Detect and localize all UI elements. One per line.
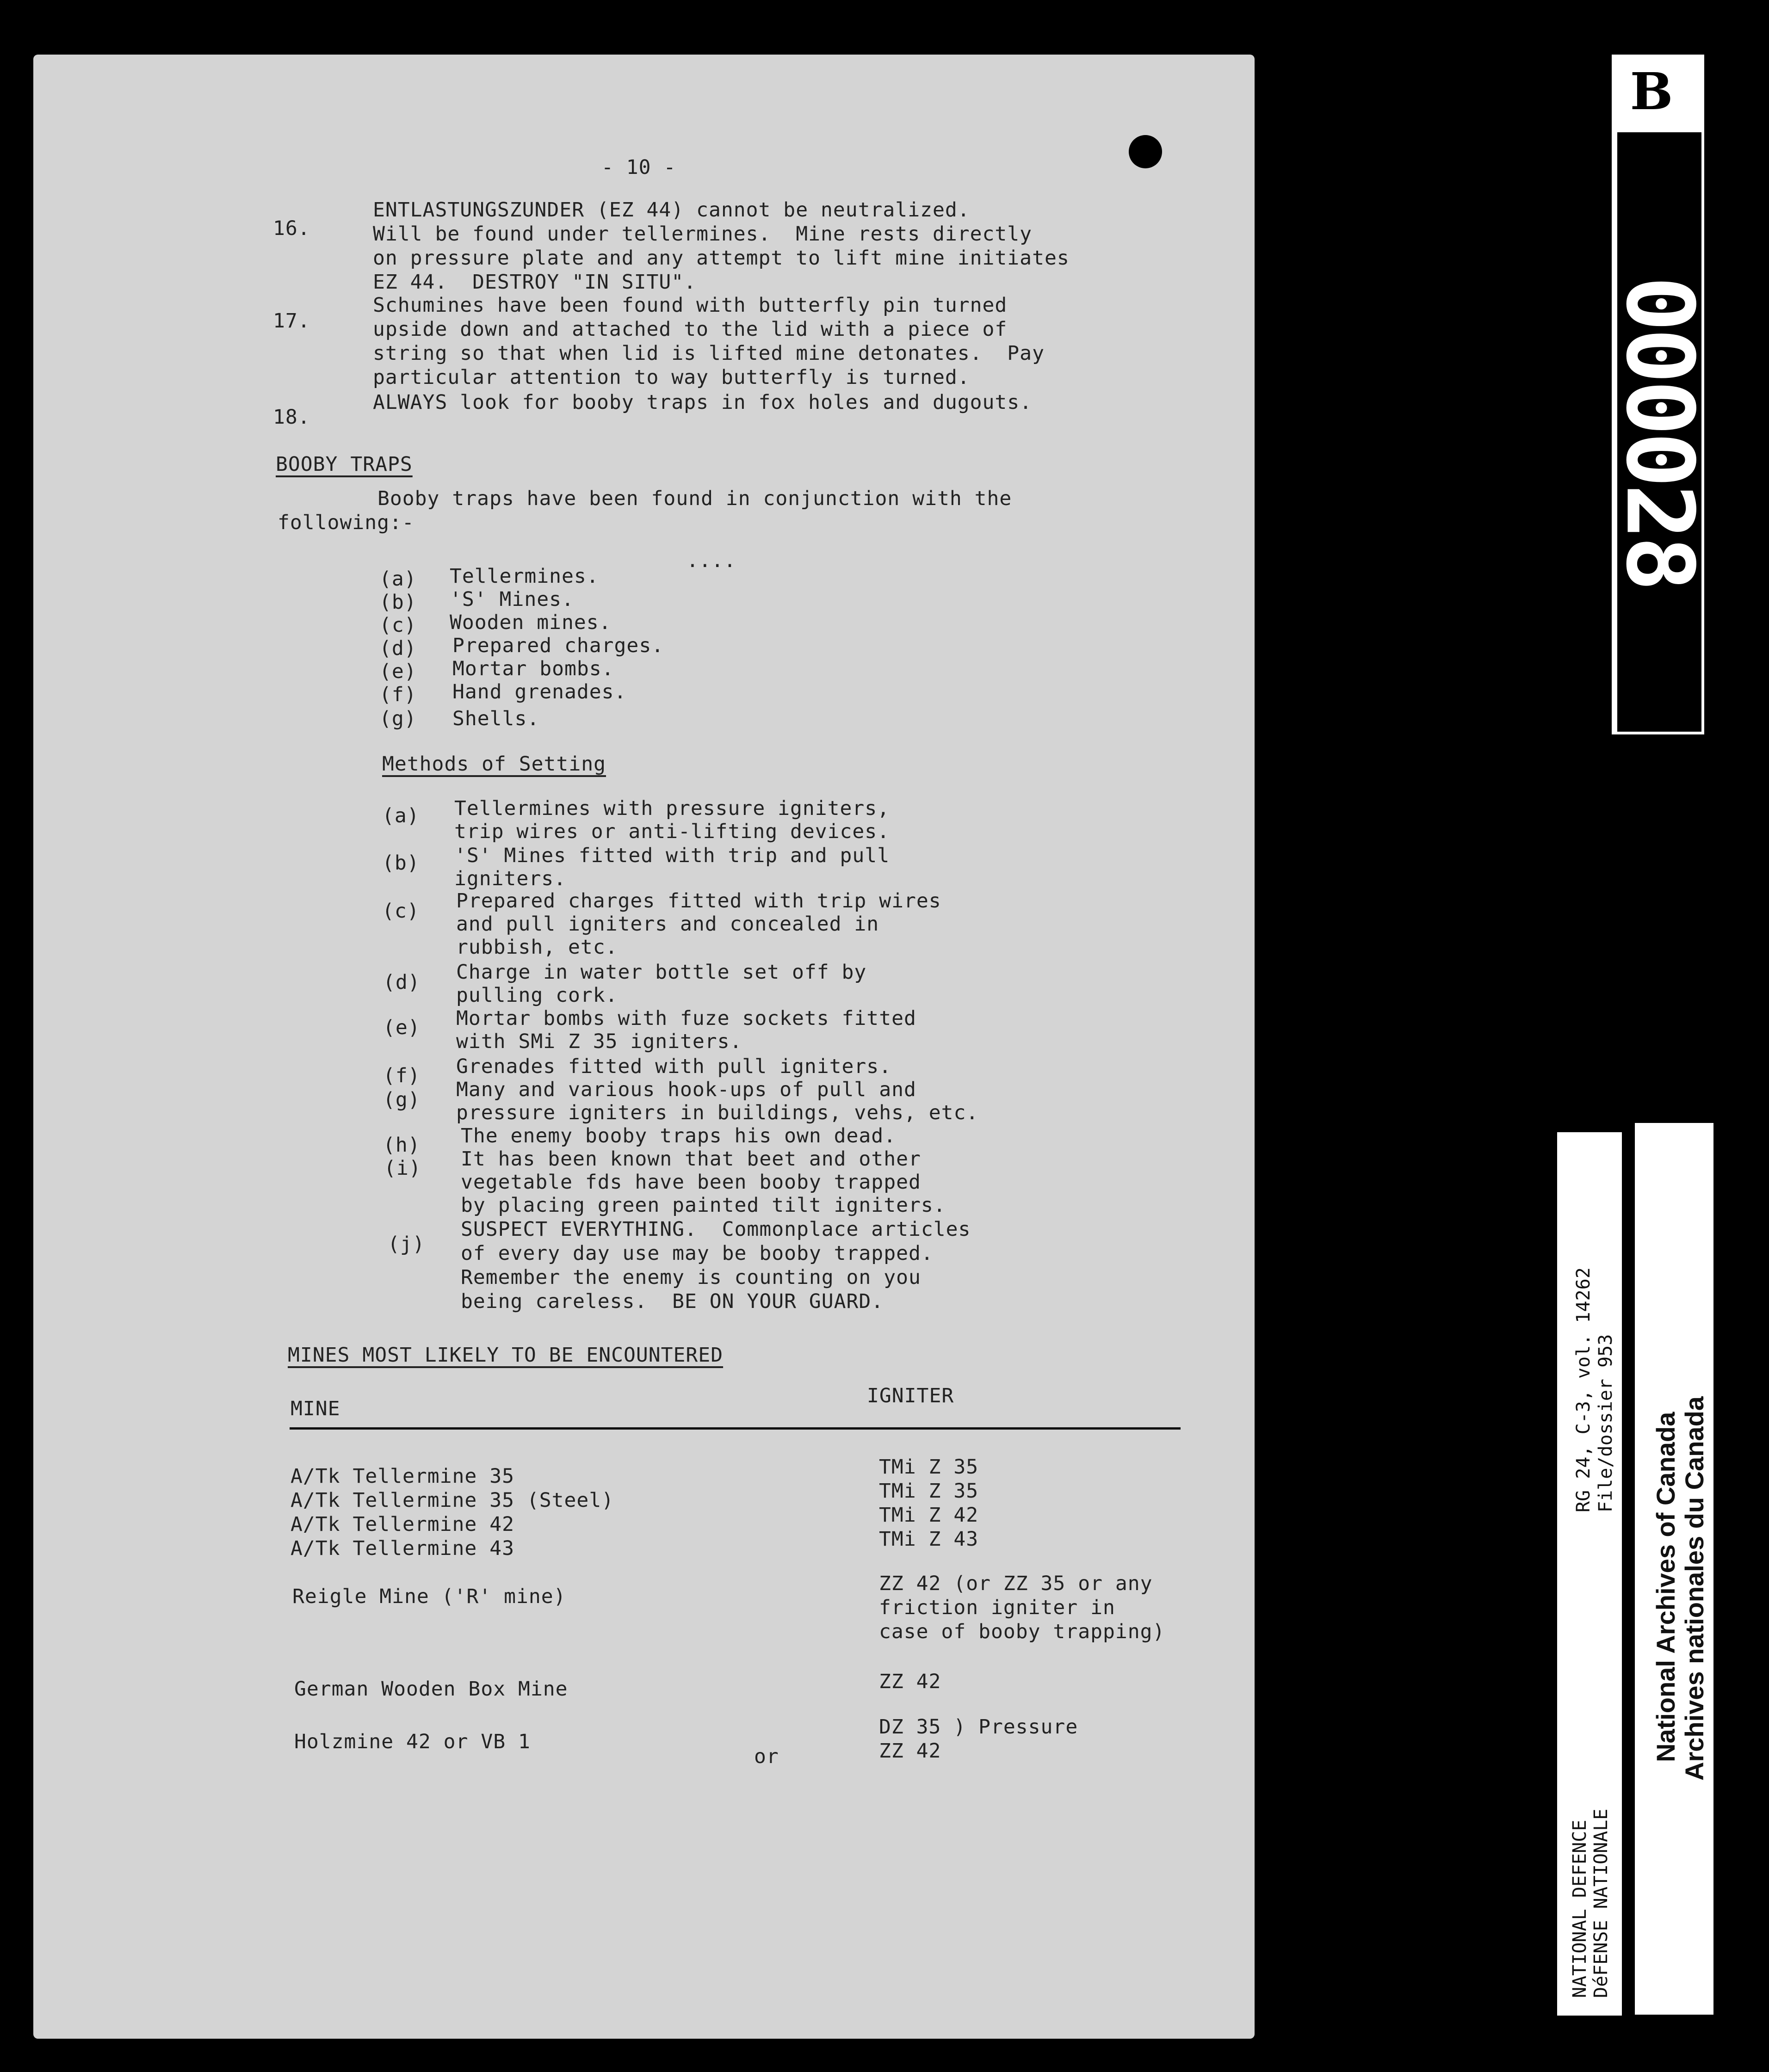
list-letter: (a) (379, 567, 417, 591)
methods-heading: Methods of Setting (382, 752, 606, 776)
punch-hole (1129, 135, 1162, 168)
method-line: SUSPECT EVERYTHING. Commonplace articles (461, 1218, 971, 1241)
method-line: rubbish, etc. (456, 936, 618, 959)
item-number: 16. (273, 217, 310, 240)
mines-heading: MINES MOST LIKELY TO BE ENCOUNTERED (288, 1344, 724, 1367)
page-number: - 10 - (601, 156, 676, 179)
igniter: TMi Z 35 (879, 1455, 979, 1479)
reference-line: RG 24, C-3, vol. 14262 (1573, 1267, 1594, 1512)
igniter-column-header: IGNITER (867, 1384, 954, 1407)
mine-column-header: MINE (291, 1397, 340, 1420)
item-line: particular attention to way butterfly is turned. (373, 366, 970, 389)
method-letter: (b) (382, 851, 420, 875)
list-letter: (f) (379, 683, 417, 706)
method-letter: (e) (383, 1016, 421, 1039)
item-line: EZ 44. DESTROY "IN SITU". (373, 271, 697, 294)
method-line: vegetable fds have been booby trapped (461, 1171, 921, 1194)
list-item: 'S' Mines. (450, 588, 574, 611)
igniter: TMi Z 43 (879, 1528, 979, 1551)
list-letter: (c) (379, 614, 417, 637)
mine-name: Reigle Mine ('R' mine) (292, 1585, 566, 1608)
method-line: Many and various hook-ups of pull and (456, 1078, 916, 1101)
department-line: NATIONAL DEFENCE (1569, 1819, 1590, 1998)
list-letter: (b) (379, 591, 417, 614)
booby-traps-heading: BOOBY TRAPS (276, 453, 413, 476)
archives-name: National Archives of Canada (1651, 1412, 1680, 1762)
item-line: on pressure plate and any attempt to lift mine initiates (373, 247, 1070, 270)
method-line: Remember the enemy is counting on you (461, 1266, 921, 1289)
department-line: DéFENSE NATIONALE (1590, 1808, 1612, 1998)
method-letter: (g) (383, 1088, 421, 1111)
igniter: DZ 35 ) Pressure (879, 1715, 1078, 1739)
mine-name: A/Tk Tellermine 42 (291, 1513, 514, 1536)
box-letter: B (1624, 56, 1679, 126)
list-item: Prepared charges. (452, 634, 664, 657)
igniter: ZZ 42 (879, 1739, 941, 1763)
method-line: Prepared charges fitted with trip wires (456, 889, 941, 913)
item-line: ENTLASTUNGSZUNDER (EZ 44) cannot be neutralized. (373, 198, 970, 222)
item-line: Schumines have been found with butterfly pin turned (373, 294, 1008, 317)
item-line: Will be found under tellermines. Mine rests directly (373, 222, 1033, 246)
igniter: TMi Z 42 (879, 1504, 979, 1527)
method-line: and pull igniters and concealed in (456, 913, 879, 936)
method-line: Tellermines with pressure igniters, (454, 797, 890, 820)
method-letter: (h) (383, 1134, 421, 1157)
dots: .... (687, 549, 736, 572)
mine-name: A/Tk Tellermine 35 (291, 1465, 514, 1488)
method-letter: (d) (383, 971, 421, 994)
item-line: upside down and attached to the lid with a piece of (373, 318, 1008, 341)
intro-line: following:- (278, 511, 414, 534)
method-line: igniters. (454, 867, 566, 890)
item-number: 18. (273, 406, 310, 429)
method-line: The enemy booby traps his own dead. (461, 1124, 897, 1147)
list-letter: (e) (379, 660, 417, 683)
list-letter: (g) (379, 707, 417, 730)
list-item: Wooden mines. (450, 611, 612, 634)
method-line: trip wires or anti-lifting devices. (454, 820, 890, 843)
mine-name: A/Tk Tellermine 43 (291, 1537, 514, 1560)
list-item: Mortar bombs. (452, 657, 614, 680)
archives-name: Archives nationales du Canada (1680, 1396, 1709, 1781)
method-line: of every day use may be booby trapped. (461, 1242, 934, 1265)
method-letter: (a) (382, 804, 420, 827)
table-rule (290, 1427, 1181, 1430)
list-item: Hand grenades. (452, 680, 627, 703)
item-line: ALWAYS look for booby traps in fox holes and dugouts. (373, 391, 1033, 414)
or-label: or (754, 1745, 779, 1768)
method-line: 'S' Mines fitted with trip and pull (454, 844, 890, 867)
list-item: Shells. (452, 707, 540, 730)
method-line: pressure igniters in buildings, vehs, etc. (456, 1101, 979, 1124)
igniter: TMi Z 35 (879, 1480, 979, 1503)
method-letter: (i) (384, 1157, 421, 1180)
item-line: string so that when lid is lifted mine detonates. Pay (373, 342, 1045, 365)
mine-name: German Wooden Box Mine (294, 1677, 568, 1701)
method-line: by placing green painted tilt igniters. (461, 1194, 946, 1217)
method-line: It has been known that beet and other (461, 1147, 921, 1171)
list-item: Tellermines. (450, 565, 599, 588)
method-line: being careless. BE ON YOUR GUARD. (461, 1290, 884, 1313)
mine-name: Holzmine 42 or VB 1 (294, 1730, 531, 1753)
method-line: Mortar bombs with fuze sockets fitted (456, 1007, 916, 1030)
method-line: pulling cork. (456, 984, 618, 1007)
igniter: ZZ 42 (879, 1670, 941, 1693)
intro-line: Booby traps have been found in conjunction with the (377, 487, 1012, 510)
method-line: Grenades fitted with pull igniters. (456, 1055, 892, 1078)
igniter: friction igniter in (879, 1596, 1115, 1619)
method-line: with SMi Z 35 igniters. (456, 1030, 742, 1053)
igniter: case of booby trapping) (879, 1620, 1165, 1643)
frame-number: 000028 (1605, 276, 1713, 588)
list-letter: (d) (379, 637, 417, 660)
method-letter: (j) (388, 1233, 425, 1256)
igniter: ZZ 42 (or ZZ 35 or any (879, 1572, 1153, 1595)
method-letter: (c) (382, 900, 420, 923)
method-letter: (f) (383, 1064, 421, 1087)
mine-name: A/Tk Tellermine 35 (Steel) (291, 1489, 614, 1512)
item-number: 17. (273, 309, 310, 333)
reference-line: File/dossier 953 (1595, 1334, 1616, 1512)
method-line: Charge in water bottle set off by (456, 961, 867, 984)
